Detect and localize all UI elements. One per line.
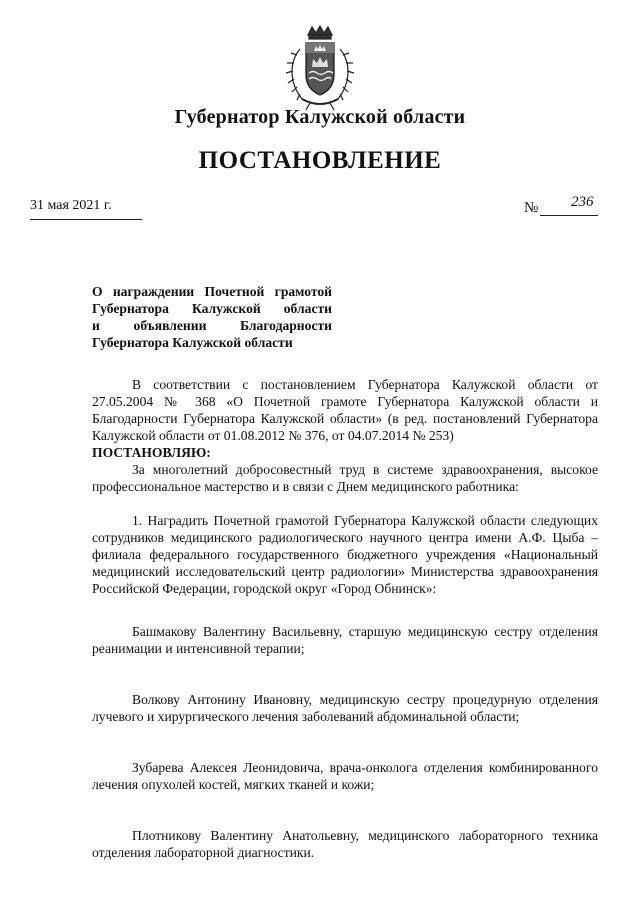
reason-paragraph: За многолетний добросовестный труд в системе здравоохранения, высокое профессиональное мастерство и в связи с Днем медицинского работника: [92, 462, 598, 494]
decree-word: ПОСТАНОВЛЯЮ: [92, 445, 211, 460]
document-date: 31 мая 2021 г. [30, 198, 112, 213]
awardee-paragraph: Волкову Антонину Ивановну, медицинскую сестру процедурную отделения лучевого и хирургического лечения заболеваний абдоминальной области; [92, 692, 598, 724]
document-subject [92, 283, 332, 351]
subject-line: Губернатора Калужской области [92, 301, 332, 316]
item-1-paragraph: 1. Наградить Почетной грамотой Губернатора Калужской области следующих сотрудников медицинского радиологического научного центра имени А.Ф. Цыба – филиала федерального государственного бюджетного учреждения «Национальный медицинский исследовательский центр радиологии» Министерства здравоохранения Российской Федерации, городской округ «Город Обнинск»: [92, 513, 598, 596]
coat-of-arms-icon [280, 25, 360, 111]
document-number: 236 [571, 194, 594, 210]
number-sign: № [524, 200, 539, 216]
document-body [92, 376, 598, 861]
date-underline [30, 219, 142, 220]
number-underline [540, 215, 598, 216]
awardee-paragraph: Зубарева Алексея Леонидовича, врача-онколога отделения комбинированного лечения опухолей костей, мягких тканей и кожи; [92, 760, 598, 792]
subject-line: и объявлении Благодарности [92, 318, 332, 333]
awardee-paragraph: Башмакову Валентину Васильевну, старшую медицинскую сестру отделения реанимации и интенсивной терапии; [92, 624, 598, 656]
preamble-paragraph: В соответствии с постановлением Губернатора Калужской области от 27.05.2004 № 368 «О Почетной грамоте Губернатора Калужской области и Благодарности Губернатора Калужской области» (в ред. постановлений Губернатора Калужской области от 01.08.2012 № 376, от 04.07.2014 № 253) [92, 377, 598, 443]
document-type-title: ПОСТАНОВЛЕНИЕ [198, 147, 442, 174]
governor-heading: Губернатор Калужской области [174, 106, 466, 128]
awardee-paragraph: Плотникову Валентину Анатольевну, медицинского лабораторного техника отделения лабораторной диагностики. [92, 828, 598, 860]
subject-line: О награждении Почетной грамотой [92, 284, 332, 299]
subject-line: Губернатора Калужской области [92, 335, 293, 350]
